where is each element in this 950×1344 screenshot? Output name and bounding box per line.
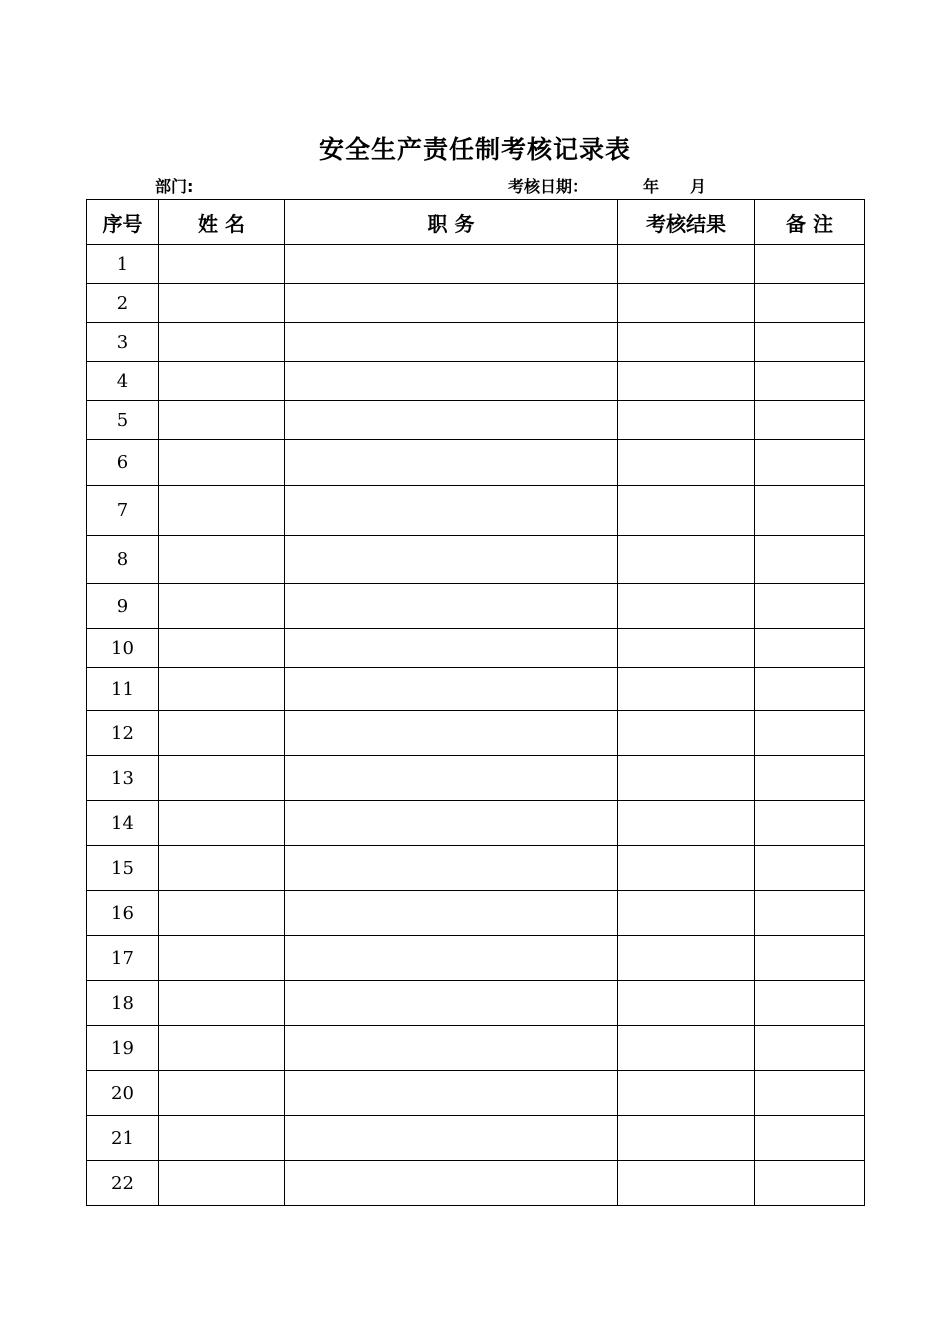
position-cell[interactable]	[285, 981, 618, 1026]
remarks-cell[interactable]	[755, 801, 865, 846]
position-cell[interactable]	[285, 323, 618, 362]
remarks-cell[interactable]	[755, 486, 865, 536]
position-cell[interactable]	[285, 401, 618, 440]
name-cell[interactable]	[159, 284, 285, 323]
name-cell[interactable]	[159, 323, 285, 362]
table-row	[87, 668, 865, 711]
name-cell[interactable]	[159, 440, 285, 486]
result-cell[interactable]	[618, 756, 755, 801]
table-row	[87, 440, 865, 486]
remarks-cell[interactable]	[755, 584, 865, 629]
remarks-cell[interactable]	[755, 1026, 865, 1071]
position-cell[interactable]	[285, 801, 618, 846]
table-row	[87, 1026, 865, 1071]
position-cell[interactable]	[285, 440, 618, 486]
name-cell[interactable]	[159, 891, 285, 936]
serial-number-cell: 16	[87, 891, 159, 936]
result-cell[interactable]	[618, 981, 755, 1026]
result-cell[interactable]	[618, 846, 755, 891]
position-cell[interactable]	[285, 486, 618, 536]
table-row	[87, 584, 865, 629]
name-cell[interactable]	[159, 245, 285, 284]
serial-number-cell: 17	[87, 936, 159, 981]
result-cell[interactable]	[618, 629, 755, 668]
name-cell[interactable]	[159, 1071, 285, 1116]
serial-number-cell: 15	[87, 846, 159, 891]
serial-number-cell: 4	[87, 362, 159, 401]
remarks-cell[interactable]	[755, 440, 865, 486]
serial-number-cell: 5	[87, 401, 159, 440]
name-cell[interactable]	[159, 846, 285, 891]
remarks-cell[interactable]	[755, 846, 865, 891]
remarks-cell[interactable]	[755, 362, 865, 401]
position-cell[interactable]	[285, 584, 618, 629]
table-row	[87, 323, 865, 362]
serial-number-cell: 11	[87, 668, 159, 711]
remarks-cell[interactable]	[755, 891, 865, 936]
year-label: 年	[643, 177, 660, 196]
table-row	[87, 981, 865, 1026]
position-cell[interactable]	[285, 756, 618, 801]
position-cell[interactable]	[285, 1161, 618, 1206]
name-cell[interactable]	[159, 536, 285, 584]
remarks-cell[interactable]	[755, 1071, 865, 1116]
position-cell[interactable]	[285, 1026, 618, 1071]
position-cell[interactable]	[285, 846, 618, 891]
page-title: 安全生产责任制考核记录表	[318, 135, 631, 164]
table-row	[87, 401, 865, 440]
result-cell[interactable]	[618, 284, 755, 323]
name-cell[interactable]	[159, 1116, 285, 1161]
result-cell[interactable]	[618, 245, 755, 284]
header-assessment-result: 考核结果	[618, 200, 755, 245]
table-row	[87, 711, 865, 756]
position-cell[interactable]	[285, 536, 618, 584]
table-row	[87, 846, 865, 891]
result-cell[interactable]	[618, 711, 755, 756]
header-name: 姓 名	[159, 200, 285, 245]
name-cell[interactable]	[159, 936, 285, 981]
name-cell[interactable]	[159, 486, 285, 536]
result-cell[interactable]	[618, 801, 755, 846]
assessment-record-table	[86, 199, 865, 1206]
result-cell[interactable]	[618, 401, 755, 440]
remarks-cell[interactable]	[755, 981, 865, 1026]
table-row	[87, 486, 865, 536]
result-cell[interactable]	[618, 1071, 755, 1116]
header-serial-number: 序号	[87, 200, 159, 245]
assessment-date-label: 考核日期：	[508, 177, 589, 196]
result-cell[interactable]	[618, 668, 755, 711]
header-position: 职 务	[285, 200, 618, 245]
remarks-cell[interactable]	[755, 284, 865, 323]
serial-number-cell: 20	[87, 1071, 159, 1116]
position-cell[interactable]	[285, 1071, 618, 1116]
table-row	[87, 284, 865, 323]
remarks-cell[interactable]	[755, 668, 865, 711]
table-row	[87, 1116, 865, 1161]
position-cell[interactable]	[285, 711, 618, 756]
name-cell[interactable]	[159, 584, 285, 629]
result-cell[interactable]	[618, 891, 755, 936]
result-cell[interactable]	[618, 362, 755, 401]
name-cell[interactable]	[159, 711, 285, 756]
remarks-cell[interactable]	[755, 1116, 865, 1161]
table-row	[87, 245, 865, 284]
name-cell[interactable]	[159, 1026, 285, 1071]
name-cell[interactable]	[159, 668, 285, 711]
position-cell[interactable]	[285, 668, 618, 711]
remarks-cell[interactable]	[755, 323, 865, 362]
table-row	[87, 536, 865, 584]
name-cell[interactable]	[159, 801, 285, 846]
serial-number-cell: 19	[87, 1026, 159, 1071]
month-label: 月	[690, 177, 707, 196]
serial-number-cell: 6	[87, 440, 159, 486]
result-cell[interactable]	[618, 440, 755, 486]
table-row	[87, 629, 865, 668]
serial-number-cell: 8	[87, 536, 159, 584]
position-cell[interactable]	[285, 1116, 618, 1161]
serial-number-cell: 3	[87, 323, 159, 362]
serial-number-cell: 22	[87, 1161, 159, 1206]
remarks-cell[interactable]	[755, 401, 865, 440]
remarks-cell[interactable]	[755, 629, 865, 668]
serial-number-cell: 2	[87, 284, 159, 323]
name-cell[interactable]	[159, 756, 285, 801]
serial-number-cell: 18	[87, 981, 159, 1026]
table-header-row	[87, 200, 865, 245]
header-remarks: 备 注	[755, 200, 865, 245]
result-cell[interactable]	[618, 1161, 755, 1206]
remarks-cell[interactable]	[755, 936, 865, 981]
position-cell[interactable]	[285, 891, 618, 936]
remarks-cell[interactable]	[755, 1161, 865, 1206]
serial-number-cell: 13	[87, 756, 159, 801]
result-cell[interactable]	[618, 486, 755, 536]
table-row	[87, 756, 865, 801]
remarks-cell[interactable]	[755, 536, 865, 584]
position-cell[interactable]	[285, 245, 618, 284]
table-row	[87, 801, 865, 846]
department-label: 部门:	[155, 177, 194, 196]
name-cell[interactable]	[159, 362, 285, 401]
serial-number-cell: 10	[87, 629, 159, 668]
remarks-cell[interactable]	[755, 711, 865, 756]
result-cell[interactable]	[618, 1116, 755, 1161]
serial-number-cell: 9	[87, 584, 159, 629]
name-cell[interactable]	[159, 981, 285, 1026]
remarks-cell[interactable]	[755, 756, 865, 801]
position-cell[interactable]	[285, 284, 618, 323]
result-cell[interactable]	[618, 323, 755, 362]
serial-number-cell: 7	[87, 486, 159, 536]
serial-number-cell: 1	[87, 245, 159, 284]
serial-number-cell: 12	[87, 711, 159, 756]
table-row	[87, 362, 865, 401]
result-cell[interactable]	[618, 1026, 755, 1071]
result-cell[interactable]	[618, 584, 755, 629]
table-row	[87, 1161, 865, 1206]
serial-number-cell: 21	[87, 1116, 159, 1161]
position-cell[interactable]	[285, 362, 618, 401]
name-cell[interactable]	[159, 1161, 285, 1206]
name-cell[interactable]	[159, 401, 285, 440]
table-body	[87, 245, 865, 1206]
result-cell[interactable]	[618, 936, 755, 981]
serial-number-cell: 14	[87, 801, 159, 846]
table-row	[87, 891, 865, 936]
result-cell[interactable]	[618, 536, 755, 584]
position-cell[interactable]	[285, 936, 618, 981]
position-cell[interactable]	[285, 629, 618, 668]
table-row	[87, 936, 865, 981]
remarks-cell[interactable]	[755, 245, 865, 284]
name-cell[interactable]	[159, 629, 285, 668]
table-row	[87, 1071, 865, 1116]
